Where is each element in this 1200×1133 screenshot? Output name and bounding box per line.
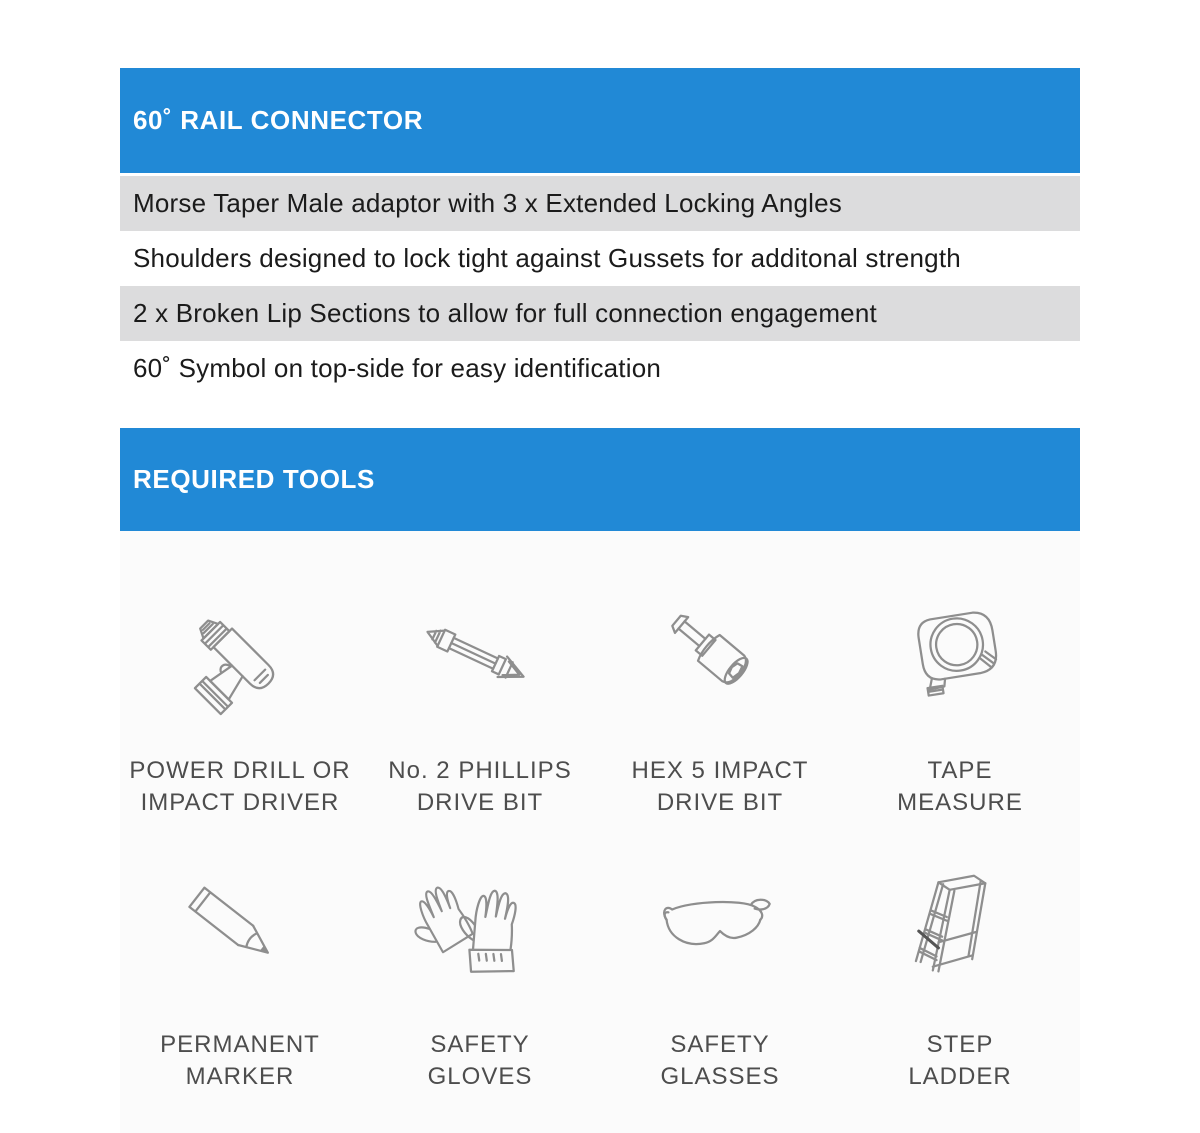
- hex-bit-icon: [645, 583, 795, 733]
- tool-hex-bit: [600, 583, 840, 819]
- permanent-marker-icon: [165, 857, 315, 1007]
- tool-safety-gloves: [360, 857, 600, 1093]
- tool-phillips-bit: [360, 583, 600, 819]
- tools-panel: [120, 531, 1080, 1133]
- power-drill-icon: [165, 583, 315, 733]
- tool-tape-measure: [840, 583, 1080, 819]
- feature-text: Morse Taper Male adaptor with 3 x Extended Locking Angles: [133, 188, 842, 218]
- tool-label: No. 2 PHILLIPS DRIVE BIT: [388, 757, 572, 816]
- tool-label: PERMANENT MARKER: [160, 1031, 320, 1090]
- phillips-bit-icon: [405, 583, 555, 733]
- feature-row: [120, 341, 1080, 396]
- tool-power-drill: [120, 583, 360, 819]
- feature-text: Shoulders designed to lock tight against Gussets for additonal strength: [133, 243, 961, 273]
- feature-text: 60˚ Symbol on top-side for easy identification: [133, 353, 662, 383]
- tool-step-ladder: [840, 857, 1080, 1093]
- tool-safety-glasses: [600, 857, 840, 1093]
- tool-permanent-marker: [120, 857, 360, 1093]
- required-tools-title: REQUIRED TOOLS: [133, 464, 375, 494]
- tool-label: SAFETY GLOVES: [427, 1031, 533, 1090]
- tool-label: POWER DRILL OR IMPACT DRIVER: [129, 757, 351, 816]
- tool-label: HEX 5 IMPACT DRIVE BIT: [631, 757, 809, 816]
- feature-text: 2 x Broken Lip Sections to allow for full connection engagement: [133, 298, 877, 328]
- tool-label: SAFETY GLASSES: [660, 1031, 780, 1090]
- step-ladder-icon: [885, 857, 1035, 1007]
- safety-gloves-icon: [405, 857, 555, 1007]
- tools-grid: [120, 583, 1080, 1093]
- rail-connector-title: 60˚ RAIL CONNECTOR: [133, 105, 424, 135]
- feature-row: [120, 231, 1080, 286]
- feature-row: [120, 176, 1080, 231]
- tape-measure-icon: [885, 583, 1035, 733]
- feature-list: [120, 176, 1080, 396]
- feature-row: [120, 286, 1080, 341]
- tool-label: STEP LADDER: [908, 1031, 1012, 1090]
- tool-label: TAPE MEASURE: [897, 757, 1023, 816]
- content-column: [120, 0, 1080, 1133]
- required-tools-header: [120, 428, 1080, 531]
- rail-connector-header: [120, 68, 1080, 173]
- safety-glasses-icon: [645, 857, 795, 1007]
